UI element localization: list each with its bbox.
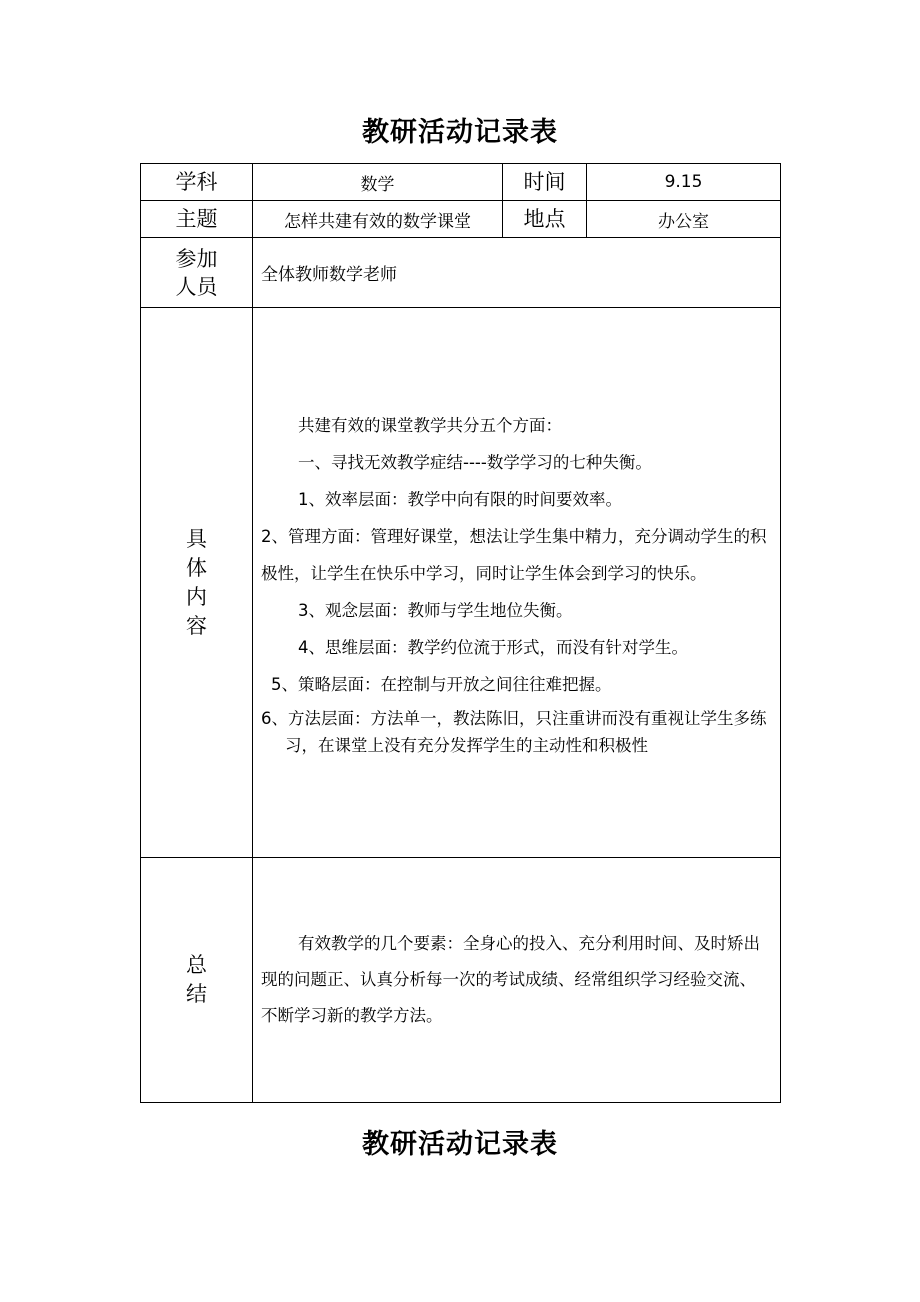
record-table	[140, 163, 781, 1103]
place-label: 地点	[503, 201, 587, 238]
content-paragraph: 3、观念层面：教师与学生地位失衡。	[298, 600, 573, 620]
content-paragraph: 1、效率层面：教学中向有限的时间要效率。	[298, 489, 622, 509]
participants-label	[141, 238, 253, 308]
time-value: 9.15	[587, 164, 781, 201]
content-body	[253, 308, 781, 858]
content-paragraph: 5、策略层面：在控制与开放之间往往难把握。	[271, 674, 612, 694]
topic-label: 主题	[141, 201, 253, 238]
row-participants	[141, 238, 781, 308]
summary-label-char: 总	[186, 953, 207, 977]
next-page-title: 教研活动记录表	[362, 1129, 558, 1160]
content-paragraph: 6、方法层面：方法单一，教法陈旧，只注重讲而没有重视让学生多练习，在课堂上没有充分发挥学生的主动性和积极性	[261, 708, 767, 755]
topic-value: 怎样共建有效的数学课堂	[253, 201, 503, 238]
summary-label-char: 结	[186, 982, 207, 1006]
row-content	[141, 308, 781, 858]
summary-body	[253, 858, 781, 1103]
content-label-char: 具	[186, 526, 207, 551]
document-title: 教研活动记录表	[362, 117, 558, 148]
row-subject-time	[141, 164, 781, 201]
place-value: 办公室	[587, 201, 781, 238]
row-topic-place	[141, 201, 781, 238]
subject-label: 学科	[141, 164, 253, 201]
content-paragraph: 一、寻找无效教学症结----数学学习的七种失衡。	[298, 452, 652, 472]
content-label-char: 容	[186, 613, 207, 638]
summary-label	[141, 858, 253, 1103]
content-paragraph: 共建有效的课堂教学共分五个方面：	[298, 415, 562, 435]
subject-value: 数学	[253, 164, 503, 201]
time-label: 时间	[503, 164, 587, 201]
row-summary	[141, 858, 781, 1103]
content-label	[141, 308, 253, 858]
content-label-char: 内	[186, 584, 207, 609]
content-paragraph: 4、思维层面：教学约位流于形式，而没有针对学生。	[298, 637, 688, 657]
summary-text: 有效教学的几个要素：全身心的投入、充分利用时间、及时矫出现的问题正、认真分析每一次的考试成绩、经常组织学习经验交流、不断学习新的教学方法。	[261, 934, 760, 1025]
content-paragraph: 2、管理方面：管理好课堂，想法让学生集中精力，充分调动学生的积极性，让学生在快乐中学习，同时让学生体会到学习的快乐。	[261, 526, 767, 583]
participants-label-line-2: 人员	[175, 274, 218, 299]
participants-value: 全体教师数学老师	[253, 238, 781, 308]
content-label-char: 体	[186, 555, 207, 580]
participants-label-line-1: 参加	[175, 246, 218, 271]
